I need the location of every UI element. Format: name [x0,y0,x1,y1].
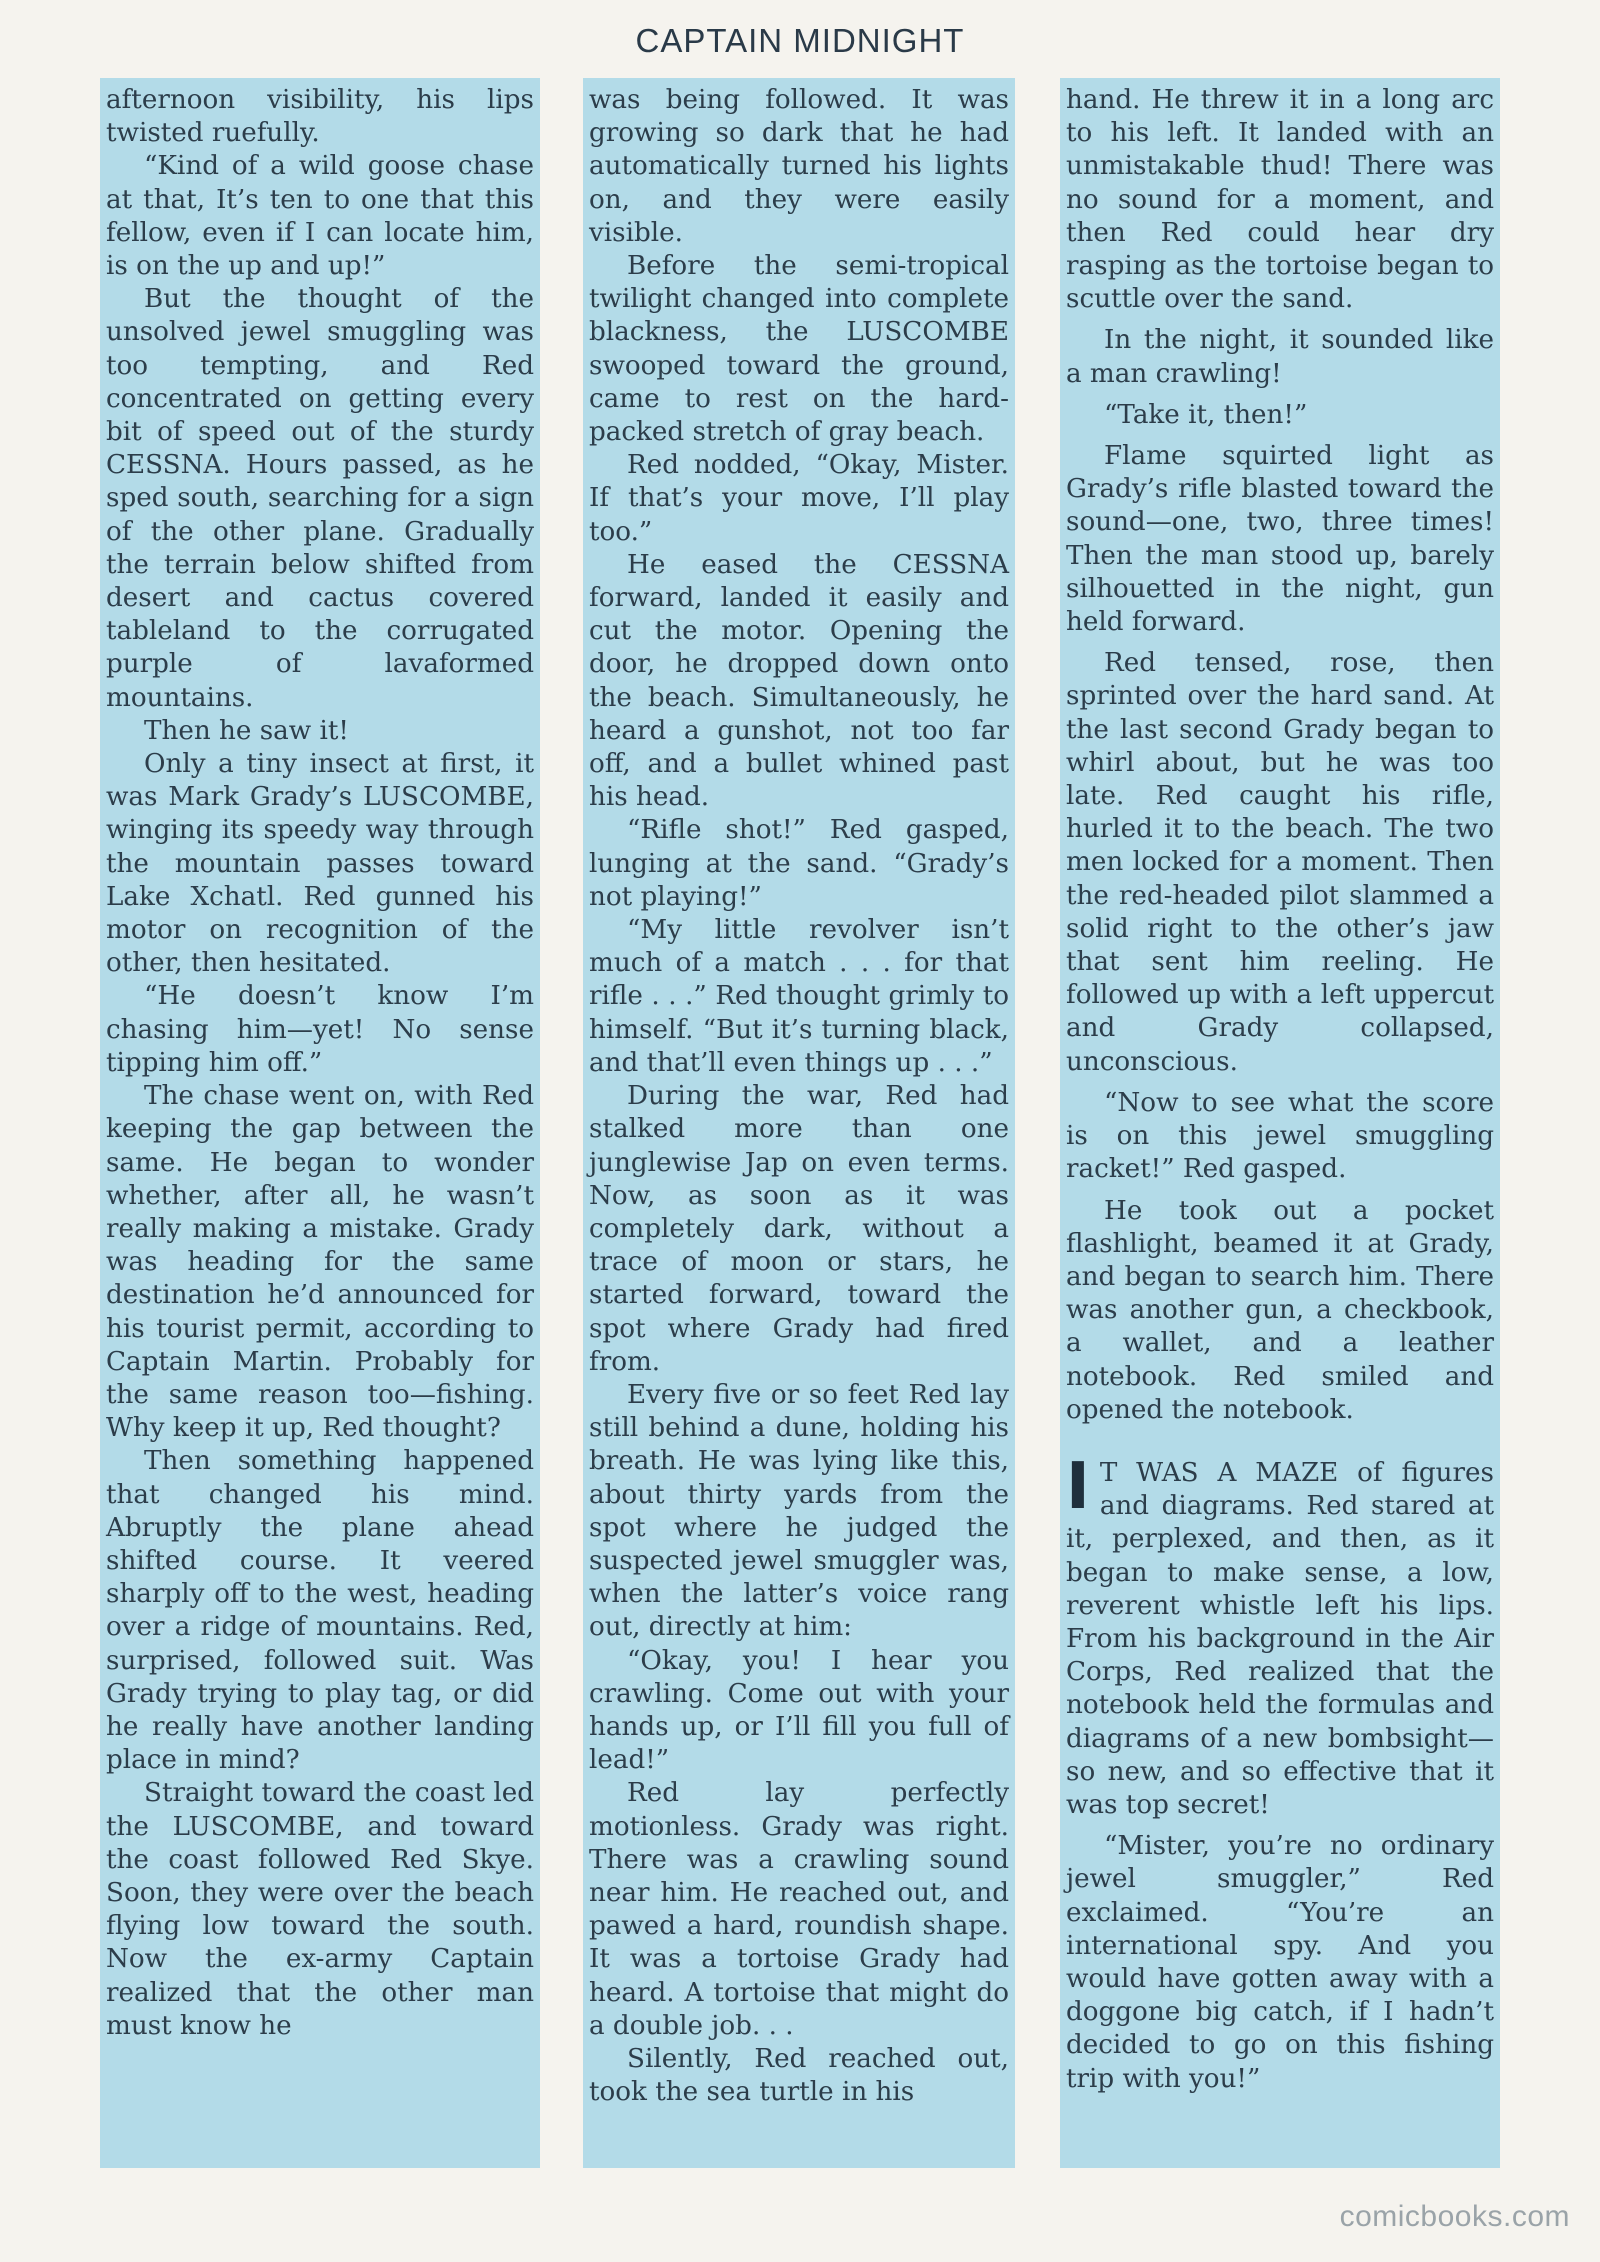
paragraph: “He doesn’t know I’m chasing him—yet! No sense tipping him off.” [106,981,534,1078]
paragraph: Then he saw it! [144,715,349,746]
paragraph: “Take it, then!” [1104,399,1308,430]
paragraph: Red lay perfectly motionless. Grady was right. There was a crawling sound near him. He reached out, and pawed a hard, roundish shape. It was a tortoise Grady had heard. A tortoise that might do a double job. . . [589,1778,1009,2041]
text-column-2 [583,78,1015,2168]
paragraph: He eased the CESSNA forward, landed it easily and cut the motor. Opening the door, he dropped down onto the beach. Simultaneously, he heard a gunshot, not too far off, and a bullet whined past his head. [589,549,1009,813]
paragraph: Then something happened that changed his mind. Abruptly the plane ahead shifted course. It veered sharply off to the west, heading over a ridge of mountains. Red, surprised, followed suit. Was Grady trying to play tag, or did he really have another landing place in mind? [106,1446,534,1776]
paragraph: Red nodded, “Okay, Mister. If that’s your move, I’ll play too.” [589,450,1009,547]
watermark: comicbooks.com [1339,2200,1570,2233]
paragraph: “Okay, you! I hear you crawling. Come out with your hands up, or I’ll fill you full of lead!” [589,1645,1009,1776]
section-opening-paragraph [1066,1449,1494,1822]
text-column-3 [1060,78,1500,2168]
drop-cap: I [1066,1449,1090,1524]
paragraph: “Mister, you’re no ordinary jewel smuggler,” Red exclaimed. “You’re an international spy. And you would have gotten away with a doggone big catch, if I hadn’t decided to go on this fishing trip with you!” [1066,1831,1494,2094]
paragraph: Every five or so feet Red lay still behind a dune, holding his breath. He was lying like this, about thirty yards from the spot where he judged the suspected jewel smuggler was, when the latter’s voice rang out, directly at him: [589,1379,1009,1643]
paragraph: “My little revolver isn’t much of a match . . . for that rifle . . .” Red thought grimly to himself. “But it’s turning black, and that’ll even things up . . .” [589,915,1009,1078]
paragraph: Flame squirted light as Grady’s rifle blasted toward the sound—one, two, three times! Then the man stood up, barely silhouetted in the night, gun held forward. [1066,441,1494,638]
paragraph: “Now to see what the score is on this jewel smuggling racket!” Red gasped. [1066,1087,1494,1185]
paragraph: “Rifle shot!” Red gasped, lunging at the sand. “Grady’s not playing!” [589,815,1009,912]
paragraph: The chase went on, with Red keeping the gap between the same. He began to wonder whether, after all, he wasn’t really making a mistake. Grady was heading for the same destination he’d announced for his tourist permit, according to Captain Martin. Probably for the same reason too—fishing. Why keep it up, Red thought? [106,1081,534,1444]
paragraph: “Kind of a wild goose chase at that, It’s ten to one that this fellow, even if I can locate him, is on the up and up!” [106,151,534,282]
paragraph: was being followed. It was growing so dark that he had automatically turned his lights on, and they were easily visible. [589,85,1009,248]
paragraph: Only a tiny insect at first, it was Mark Grady’s LUSCOMBE, winging its speedy way through the mountain passes toward Lake Xchatl. Red gunned his motor on recognition of the other, then hesitated. [106,749,534,979]
paragraph: hand. He threw it in a long arc to his left. It landed with an unmistakable thud! There was no sound for a moment, and then Red could hear dry rasping as the tortoise began to scuttle over the sand. [1066,85,1494,315]
paragraph: In the night, it sounded like a man crawling! [1066,325,1494,389]
paragraph: He took out a pocket flashlight, beamed it at Grady, and began to search him. There was another gun, a checkbook, a wallet, and a leather notebook. Red smiled and opened the notebook. [1066,1195,1494,1425]
paragraph: Before the semi-tropical twilight changed into complete blackness, the LUSCOMBE swooped toward the ground, came to rest on the hard-packed stretch of gray beach. [589,251,1009,448]
paragraph: Red tensed, rose, then sprinted over the hard sand. At the last second Grady began to whirl about, but he was too late. Red caught his rifle, hurled it to the beach. The two men locked for a moment. Then the red-headed pilot slammed a solid right to the other’s jaw that sent him reeling. He followed up with a left uppercut and Grady collapsed, unconscious. [1066,648,1494,1077]
page-title: CAPTAIN MIDNIGHT [635,22,965,59]
paragraph-text: T WAS A MAZE of figures and diagrams. Red stared at it, perplexed, and then, as it began to make sense, a low, reverent whistle left his lips. From his background in the Air Corps, Red realized that the notebook held the formulas and diagrams of a new bombsight—so new, and so effective that it was top secret! [1066,1457,1494,1820]
paragraph: Silently, Red reached out, took the sea turtle in his [589,2043,1009,2108]
text-column-1 [100,78,540,2168]
paragraph: afternoon visibility, his lips twisted ruefully. [106,85,534,149]
paragraph: Straight toward the coast led the LUSCOMBE, and toward the coast followed Red Skye. Soon, they were over the beach flying low toward the south. Now the ex-army Captain realized that the other man must know he [106,1778,534,2041]
paragraph: During the war, Red had stalked more than one junglewise Jap on even terms. Now, as soon as it was completely dark, without a trace of moon or stars, he started forward, toward the spot where Grady had fired from. [589,1081,1009,1377]
paragraph: But the thought of the unsolved jewel smuggling was too tempting, and Red concentrated on getting every bit of speed out of the sturdy CESSNA. Hours passed, as he sped south, searching for a sign of the other plane. Gradually the terrain below shifted from desert and cactus covered tableland to the corrugated purple of lavaformed mountains. [106,284,534,713]
